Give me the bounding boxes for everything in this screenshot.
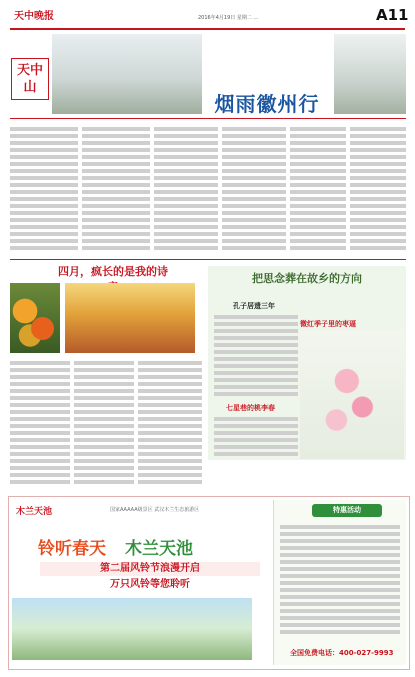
middle-article-col-3	[138, 358, 202, 490]
page-number: A11	[376, 6, 409, 24]
header-rule	[10, 28, 405, 30]
rule-top	[10, 118, 406, 119]
poem-col-1	[214, 312, 298, 398]
ad-banner-1: 第二届风铃节浪漫开启	[40, 562, 260, 576]
top-article-col-3	[154, 124, 218, 256]
middle-article-col-1	[10, 358, 70, 490]
middle-article-col-2	[74, 358, 134, 490]
top-article-headline: 烟雨徽州行	[214, 92, 320, 116]
ad-phone: 全国免费电话：400-027-9993	[290, 649, 394, 657]
poem-col-2	[214, 414, 298, 458]
top-article-col-5	[290, 124, 346, 256]
poem-title-3: 七星巷的桃李春	[226, 404, 275, 412]
poem-title-2: 微红季子里的枣逼	[300, 320, 356, 328]
ad-offer-title: 特惠活动	[312, 504, 382, 517]
photo-fruit	[10, 283, 60, 353]
hero-photo-left	[52, 34, 202, 114]
ad-subtitle: 国家AAAAA级景区 武汉木兰生态旅游区	[110, 507, 200, 513]
rule-middle	[10, 259, 406, 260]
top-article-col-1	[10, 124, 78, 256]
photo-market-stall	[65, 283, 195, 353]
top-article-col-2	[82, 124, 150, 256]
top-article-col-4	[222, 124, 286, 256]
middle-article-headline: 四月，疯长的是我的诗	[58, 265, 168, 278]
section-tag: 天中山	[11, 58, 49, 100]
photo-peach-blossom	[300, 329, 404, 459]
ad-banner-2: 万只风铃等您聆听	[110, 579, 190, 590]
header-meta: 2016年4月19日 星期二 …	[198, 15, 259, 21]
ad-offer-text	[280, 522, 400, 642]
top-article-col-6	[350, 124, 406, 256]
ad-slogan-b: 木兰天池	[125, 539, 193, 559]
poem-title-1: 孔子居遗三年	[233, 302, 275, 310]
poem-panel-headline: 把思念葬在故乡的方向	[252, 272, 362, 285]
masthead-logo: 天中晚报	[14, 11, 54, 22]
ad-photo	[12, 598, 252, 660]
ad-slogan-a: 铃听春天	[38, 539, 106, 559]
hero-photo-right	[334, 34, 406, 114]
ad-brand: 木兰天池	[16, 507, 53, 517]
